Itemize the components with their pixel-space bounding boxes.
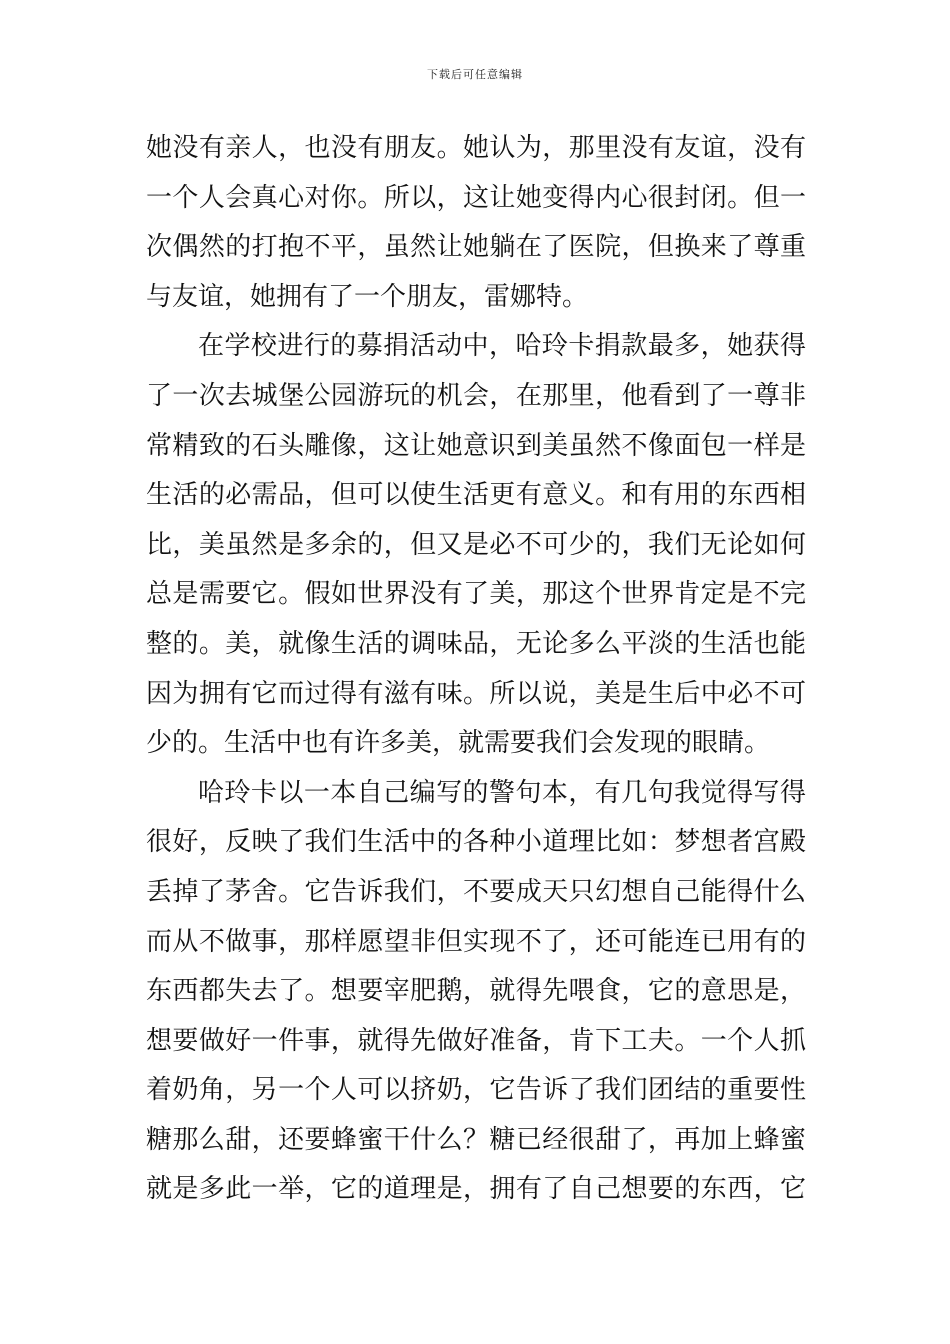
text-line: 而从不做事，那样愿望非但实现不了，还可能连已用有的 xyxy=(146,926,806,957)
text-line: 在学校进行的募捐活动中，哈玲卡捐款最多，她获得 xyxy=(198,331,806,362)
text-line: 了一次去城堡公园游玩的机会，在那里，他看到了一尊非 xyxy=(146,380,806,411)
text-line: 次偶然的打抱不平，虽然让她躺在了医院，但换来了尊重 xyxy=(146,232,806,263)
text-line: 生活的必需品，但可以使生活更有意义。和有用的东西相 xyxy=(146,480,806,511)
text-line: 常精致的石头雕像，这让她意识到美虽然不像面包一样是 xyxy=(146,430,806,461)
text-line: 想要做好一件事，就得先做好准备，肯下工夫。一个人抓 xyxy=(146,1025,806,1056)
text-line: 哈玲卡以一本自己编写的警句本，有几句我觉得写得 xyxy=(198,777,806,808)
text-line: 总是需要它。假如世界没有了美，那这个世界肯定是不完 xyxy=(146,579,806,610)
text-line: 很好，反映了我们生活中的各种小道理比如：梦想者宫殿 xyxy=(146,827,806,858)
text-line: 糖那么甜，还要蜂蜜干什么？糖已经很甜了，再加上蜂蜜 xyxy=(146,1124,806,1155)
text-line: 就是多此一举，它的道理是，拥有了自己想要的东西，它 xyxy=(146,1174,806,1205)
text-line: 着奶角，另一个人可以挤奶，它告诉了我们团结的重要性 xyxy=(146,1075,806,1106)
text-line: 整的。美，就像生活的调味品，无论多么平淡的生活也能 xyxy=(146,628,806,659)
text-line: 东西都失去了。想要宰肥鹅，就得先喂食，它的意思是， xyxy=(146,976,806,1007)
page-header: 下载后可任意编辑 xyxy=(427,68,523,81)
text-line: 因为拥有它而过得有滋有味。所以说，美是生后中必不可 xyxy=(146,678,806,709)
paragraph-2 xyxy=(146,322,806,768)
text-line: 少的。生活中也有许多美，就需要我们会发现的眼睛。 xyxy=(146,728,771,759)
text-line: 一个人会真心对你。所以，这让她变得内心很封闭。但一 xyxy=(146,182,806,213)
text-line: 比，美虽然是多余的，但又是必不可少的，我们无论如何 xyxy=(146,529,806,560)
text-line: 丢掉了茅舍。它告诉我们，不要成天只幻想自己能得什么 xyxy=(146,876,806,907)
paragraph-3 xyxy=(146,769,806,1215)
paragraph-1 xyxy=(146,124,806,322)
document-body xyxy=(146,124,806,1215)
text-line: 她没有亲人，也没有朋友。她认为，那里没有友谊，没有 xyxy=(146,133,806,163)
text-line: 与友谊，她拥有了一个朋友，雷娜特。 xyxy=(146,281,589,312)
